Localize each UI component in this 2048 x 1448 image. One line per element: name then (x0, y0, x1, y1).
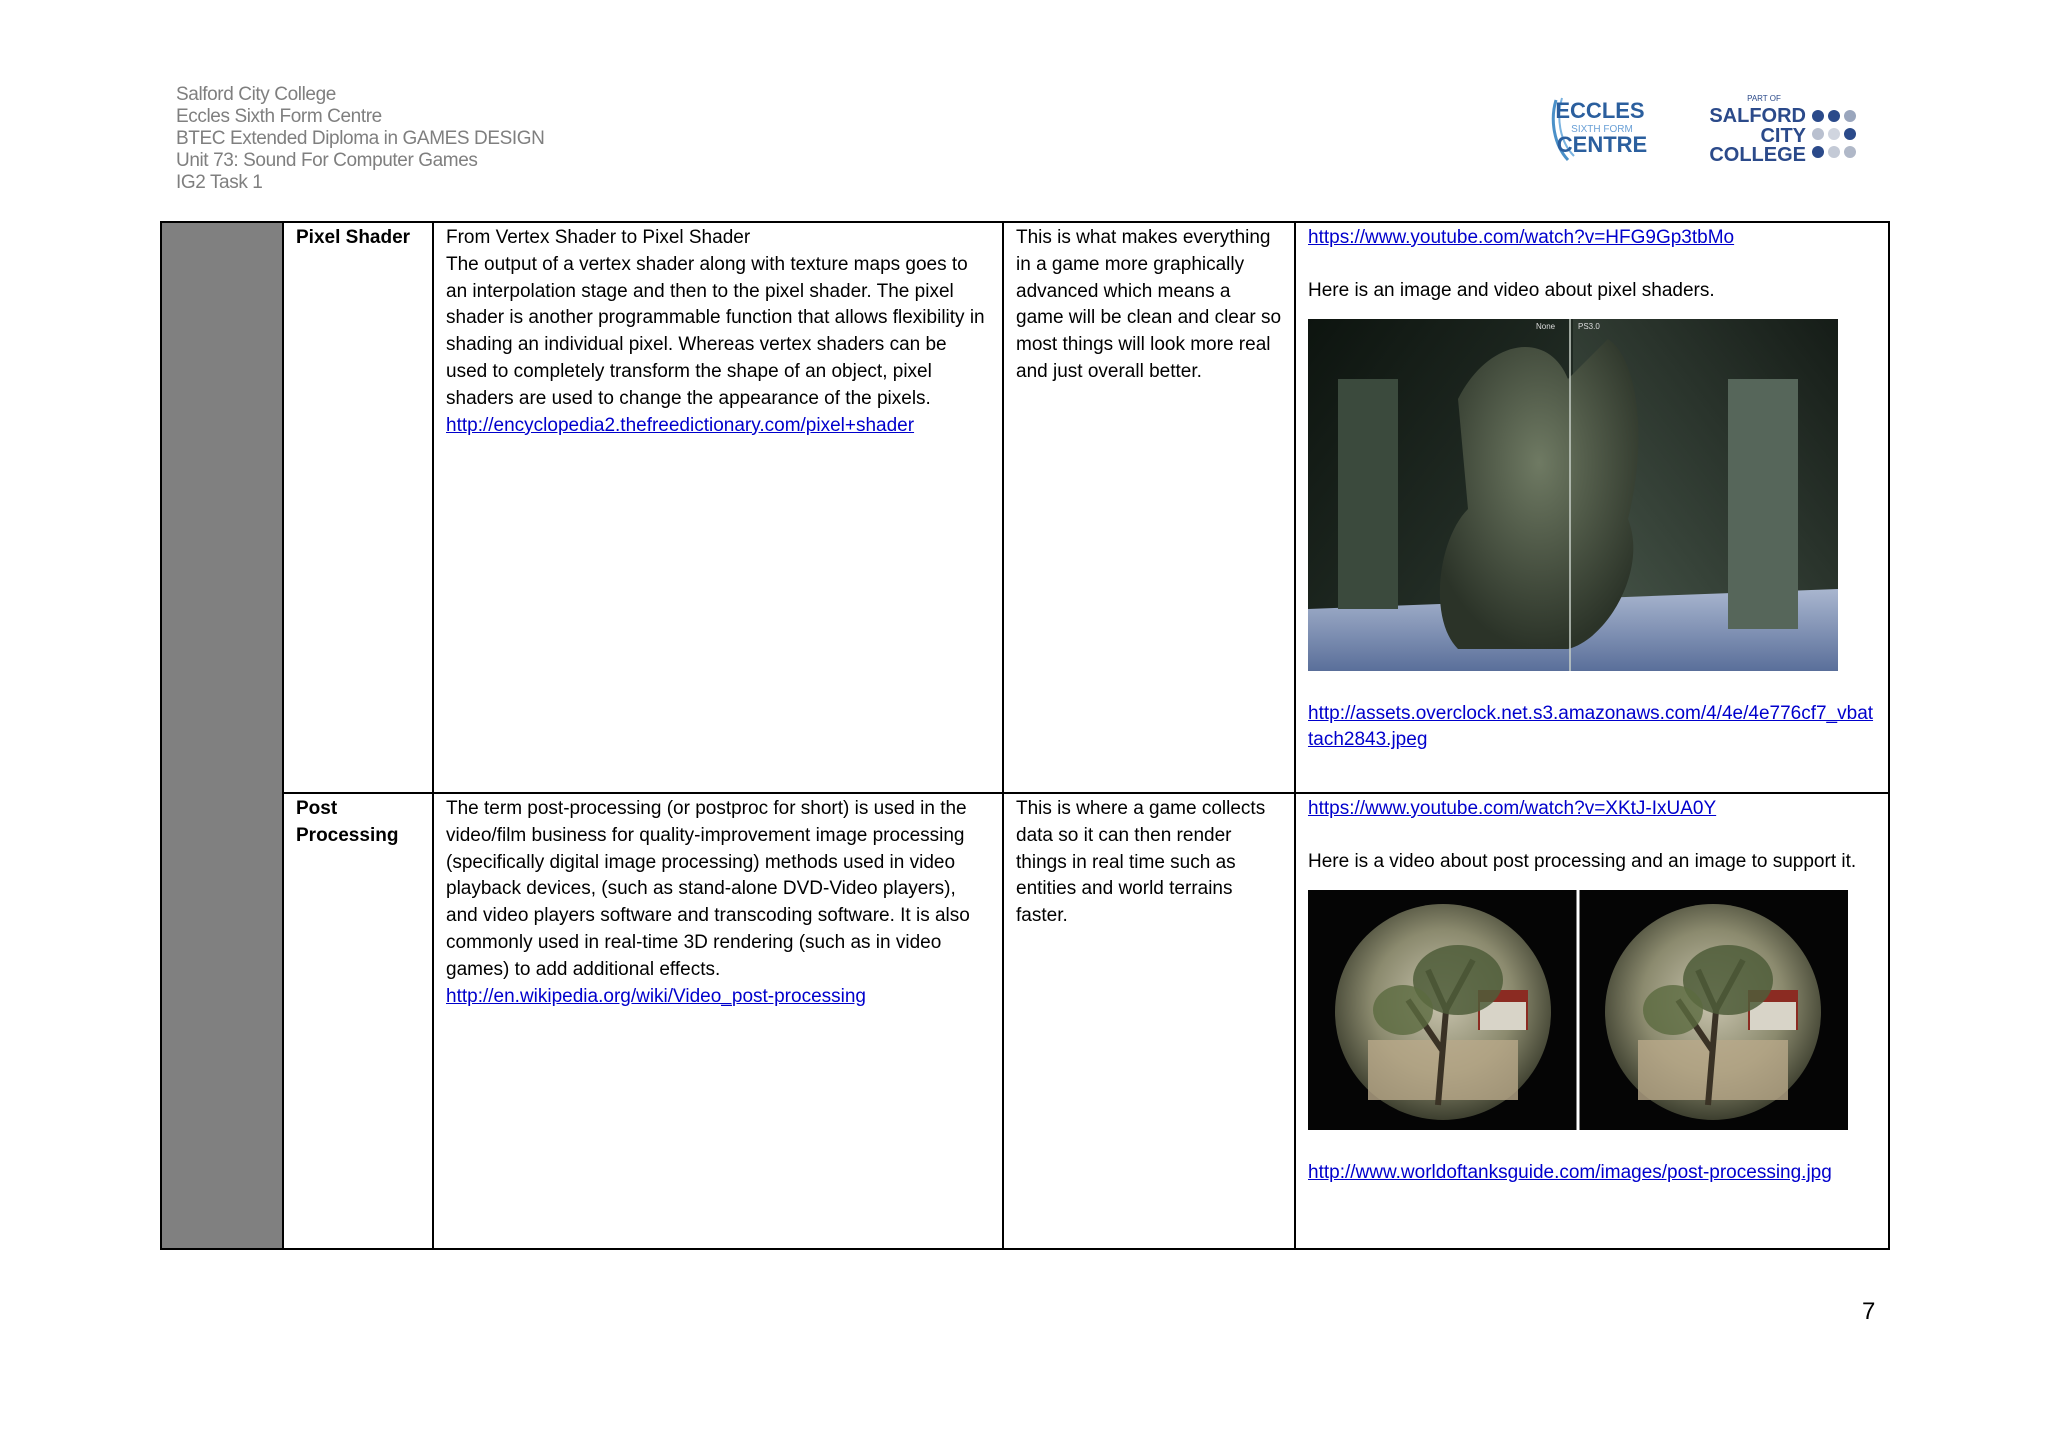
row-label-cell (283, 793, 433, 1249)
effect-text: This is what makes everything in a game more graphically advanced which means a game will be clean and clear so most things will look more real and just overall better. (1016, 227, 1282, 382)
header-line-course: BTEC Extended Diploma in GAMES DESIGN (176, 128, 545, 149)
pixel-shader-image (1308, 319, 1838, 671)
media-cell (1295, 793, 1889, 1249)
description-cell (433, 793, 1003, 1249)
effect-cell (1003, 793, 1295, 1249)
media-text: Here is a video about post processing and an image to support it. (1308, 850, 1857, 872)
table-row-pixel-shader (161, 222, 1889, 793)
media-text: Here is an image and video about pixel shaders. (1308, 279, 1715, 301)
description-title: From Vertex Shader to Pixel Shader (446, 227, 751, 248)
salford-logo-line3: COLLEGE (1709, 144, 1806, 166)
description-text: The output of a vertex shader along with texture maps goes to an interpolation stage and then to the pixel shader. The pixel shader is another programmable function that allows flexibility in shading an individual pixel. Whereas vertex shaders can be used to completely transform the shape of an object, pixel shaders are used to change the appearance of the pixels. (446, 253, 985, 409)
pixel-shader-image-link[interactable]: http://assets.overclock.net.s3.amazonaws.com/4/4e/4e776cf7_vbattach2843.jpeg (1308, 702, 1874, 751)
effect-cell (1003, 222, 1295, 793)
header-line-unit: Unit 73: Sound For Computer Games (176, 150, 478, 171)
document-header (176, 84, 545, 194)
effect-text: This is where a game collects data so it can then render things in real time such as entities and world terrains faster. (1016, 798, 1266, 927)
post-processing-image-link[interactable]: http://www.worldoftanksguide.com/images/post-processing.jpg (1308, 1161, 1832, 1183)
video-link[interactable]: https://www.youtube.com/watch?v=XKtJ-IxUA0Y (1308, 798, 1717, 819)
description-source-link[interactable]: http://en.wikipedia.org/wiki/Video_post-processing (446, 985, 866, 1007)
salford-logo-small: PART OF (1747, 94, 1781, 103)
row-label: Pixel Shader (296, 227, 411, 248)
row-label: Post Processing (296, 798, 399, 846)
eccles-logo-line1: ECCLES (1555, 98, 1645, 123)
header-line-task: IG2 Task 1 (176, 172, 263, 193)
pixel-shader-caption-left: None (1536, 321, 1556, 331)
salford-logo-line2: CITY (1760, 125, 1806, 147)
content-table (160, 221, 1890, 1250)
pixel-shader-caption-right: PS3.0 (1578, 321, 1600, 331)
header-line-college: Salford City College (176, 84, 336, 105)
eccles-centre-logo (1548, 90, 1648, 168)
eccles-logo-line2: SIXTH FORM (1571, 124, 1633, 135)
description-text: The term post-processing (or postproc for short) is used in the video/film business for quality-improvement image processing (specifically digital image processing) methods used in video playback devices, (such as stand-alone DVD-Video players), and video players software and transcoding software. It is also commonly used in real-time 3D rendering (such as in video games) to add additional effects. (446, 798, 970, 980)
page-number: 7 (1862, 1298, 1876, 1325)
post-processing-image (1308, 890, 1848, 1130)
eccles-logo-line3: CENTRE (1556, 132, 1648, 157)
row-label-cell (283, 222, 433, 793)
description-source-link[interactable]: http://encyclopedia2.thefreedictionary.com/pixel+shader (446, 414, 915, 436)
media-cell (1295, 222, 1889, 793)
gray-side-column (161, 222, 283, 1249)
video-link[interactable]: https://www.youtube.com/watch?v=HFG9Gp3tbMo (1308, 227, 1735, 248)
salford-logo-line1: SALFORD (1709, 105, 1806, 127)
salford-city-college-logo (1702, 92, 1862, 166)
description-cell (433, 222, 1003, 793)
table-row-post-processing (161, 793, 1889, 1249)
header-line-centre: Eccles Sixth Form Centre (176, 106, 382, 127)
